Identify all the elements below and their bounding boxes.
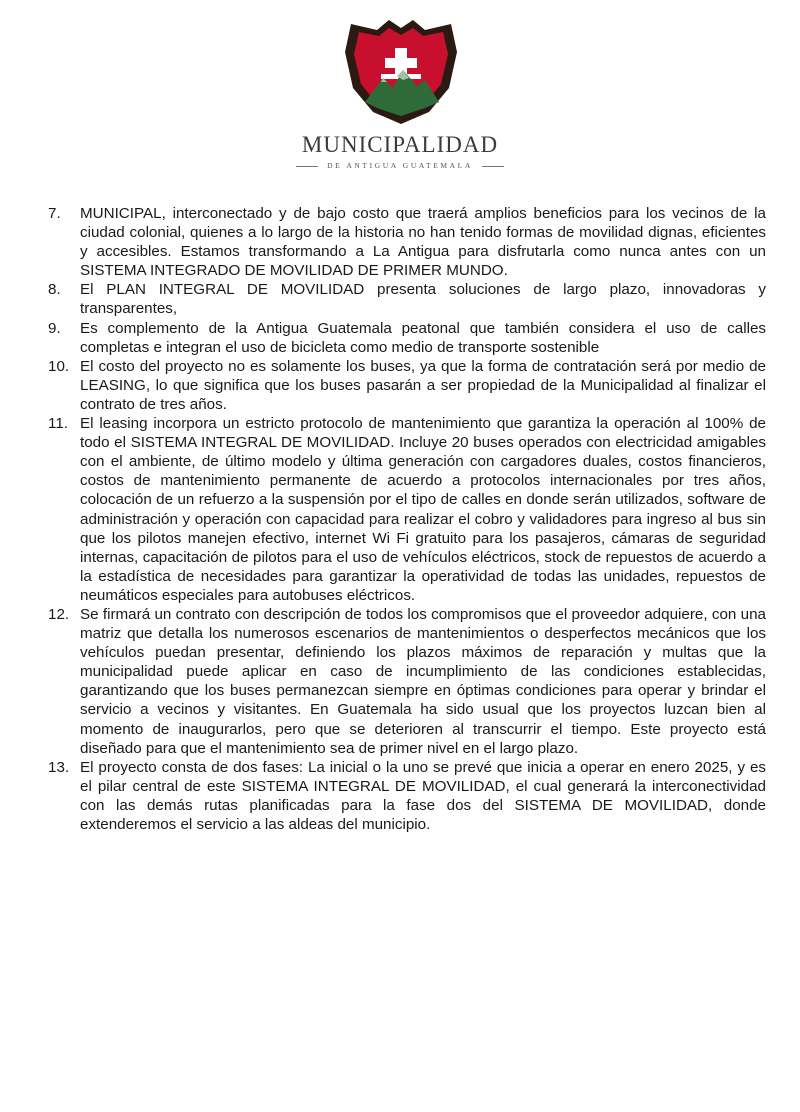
item-number: 8. — [48, 281, 61, 299]
coat-of-arms-icon — [337, 18, 465, 126]
item-number: 13. — [48, 758, 70, 776]
item-number: 9. — [48, 319, 61, 337]
item-text: Es complemento de la Antigua Guatemala peatonal que también considera el uso de calles completas e integran el uso de bicicleta como medio de transporte sostenible — [80, 319, 766, 356]
item-text: El PLAN INTEGRAL DE MOVILIDAD presenta soluciones de largo plazo, innovadoras y transparentes, — [80, 281, 766, 318]
list-item — [48, 357, 766, 414]
list-item — [48, 204, 766, 280]
org-name: MUNICIPALIDAD — [301, 132, 499, 157]
list-item — [48, 319, 766, 357]
item-number: 11. — [48, 415, 68, 433]
list-item — [48, 414, 766, 605]
item-text: El leasing incorpora un estricto protocolo de mantenimiento que garantiza la operación al 100% de todo el SISTEMA INTEGRAL DE MOVILIDAD. Incluye 20 buses operados con electricidad amigables con el ambiente, de último modelo y última generación con cargadores duales, costos financieros, costos de mantenimiento permanente de acuerdo a protocolos internacionales por tres años, colocación de un refuerzo a la suspensión por el tipo de calles en donde serán utilizados, software de administración y operación con capacidad para realizar el cobro y validadores para ingreso al bus sin que los pilotos manejen efectivo, internet Wi Fi gratuito para los pasajeros, cámaras de seguridad internas, capacitación de pilotos para el uso de vehículos eléctricos, stock de repuestos de acuerdo a la estadística de necesidades para garantizar la operatividad de todas las unidades, repuestos de neumáticos especiales para autobuses eléctricos. — [80, 415, 766, 604]
list-item — [48, 758, 766, 834]
numbered-list — [48, 204, 766, 834]
org-subtitle: DE ANTIGUA GUATEMALA — [327, 161, 473, 170]
list-item — [48, 605, 766, 758]
list-item — [48, 280, 766, 318]
item-number: 12. — [48, 605, 70, 623]
item-text: El proyecto consta de dos fases: La inicial o la uno se prevé que inicia a operar en enero 2025, y es el pilar central de este SISTEMA INTEGRAL DE MOVILIDAD, el cual generará la interconectividad con las demás rutas planificadas para la fase dos del SISTEMA DE MOVILIDAD, donde extenderemos el servicio a las aldeas del municipio. — [80, 758, 766, 833]
item-text: MUNICIPAL, interconectado y de bajo costo que traerá amplios beneficios para los vecinos de la ciudad colonial, quienes a lo largo de la historia no han tenido formas de movilidad dignas, eficientes y accesibles. Estamos transformando a La Antigua para disfrutarla como nunca antes con un SISTEMA INTEGRADO DE MOVILIDAD DE PRIMER MUNDO. — [80, 205, 766, 280]
item-number: 7. — [48, 205, 61, 222]
letterhead — [0, 0, 800, 180]
item-text: El costo del proyecto no es solamente los buses, ya que la forma de contratación será por medio de LEASING, lo que significa que los buses pasarán a ser propiedad de la Municipalidad al finalizar el contrato de tres años. — [80, 357, 766, 413]
item-number: 10. — [48, 357, 70, 375]
subtitle-rule-right — [482, 166, 504, 167]
item-text: Se firmará un contrato con descripción de todos los compromisos que el proveedor adquiere, con una matriz que detalla los numerosos escenarios de mantenimientos o desperfectos mecánicos que los vehículos puedan presentar, definiendo los plazos máximos de reparación y multas que la municipalidad puede aplicar en caso de incumplimiento de las condiciones establecidas, garantizando que los buses permanezcan siempre en óptimas condiciones para operar y brindar el servicio a vecinos y visitantes. En Guatemala ha sido usual que los proyectos luzcan bien al momento de inaugurarlos, pero que se deterioren al transcurrir el tiempo. Este proyecto está diseñado para que el mantenimiento sea de primer nivel en el largo plazo. — [80, 605, 766, 757]
